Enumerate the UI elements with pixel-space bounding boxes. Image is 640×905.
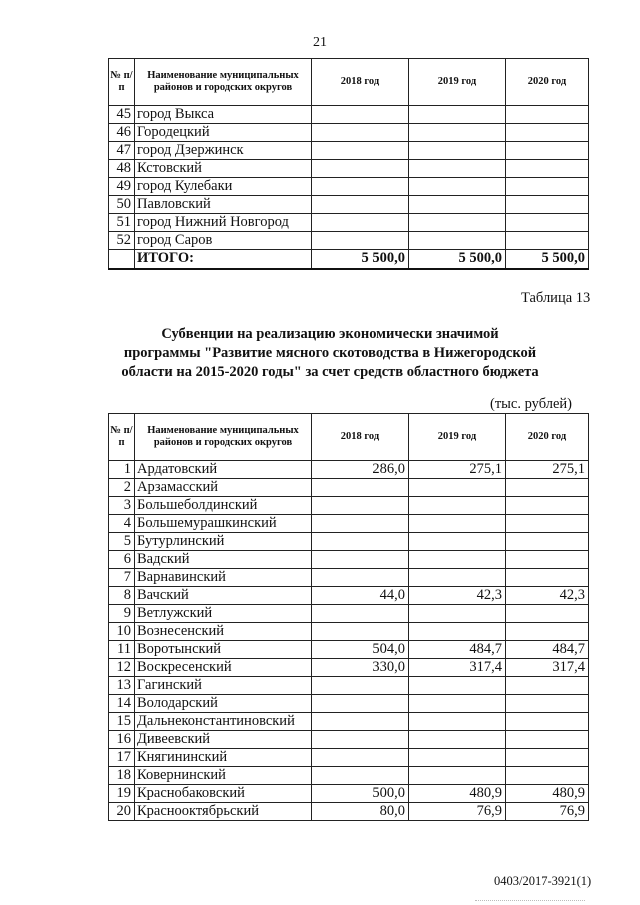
district-name: Вачский: [135, 587, 312, 605]
table-row: [109, 623, 589, 641]
value-2018: [312, 479, 409, 497]
row-number: 9: [109, 605, 135, 623]
value-2018: [312, 605, 409, 623]
value-2019: [409, 106, 506, 124]
district-name: Воскресенский: [135, 659, 312, 677]
header-name: Наименование муниципальных районов и городских округов: [135, 414, 312, 461]
value-2019: 275,1: [409, 461, 506, 479]
value-2020: [506, 605, 589, 623]
value-2020: [506, 713, 589, 731]
table-row: [109, 515, 589, 533]
district-name: Кстовский: [135, 160, 312, 178]
section-title: [100, 325, 560, 382]
row-number: 45: [109, 106, 135, 124]
value-2020: [506, 569, 589, 587]
value-2020: [506, 623, 589, 641]
value-2020: [506, 124, 589, 142]
value-2019: 42,3: [409, 587, 506, 605]
total-row: [109, 250, 589, 269]
table-row: [109, 160, 589, 178]
value-2020: [506, 551, 589, 569]
value-2020: [506, 533, 589, 551]
table-row: [109, 803, 589, 821]
district-name: Ардатовский: [135, 461, 312, 479]
row-number: 49: [109, 178, 135, 196]
value-2019: [409, 551, 506, 569]
value-2019: 76,9: [409, 803, 506, 821]
header-2020: 2020 год: [506, 414, 589, 461]
value-2020: [506, 497, 589, 515]
value-2019: [409, 497, 506, 515]
table-row: [109, 214, 589, 232]
table-row: [109, 551, 589, 569]
row-number: 5: [109, 533, 135, 551]
row-number: 18: [109, 767, 135, 785]
value-2019: [409, 214, 506, 232]
value-2018: 286,0: [312, 461, 409, 479]
district-name: город Нижний Новгород: [135, 214, 312, 232]
value-2018: 504,0: [312, 641, 409, 659]
value-2019: [409, 695, 506, 713]
value-2019: [409, 178, 506, 196]
value-2020: 42,3: [506, 587, 589, 605]
header-2020: 2020 год: [506, 59, 589, 106]
table2-body: [109, 461, 589, 821]
value-2020: [506, 677, 589, 695]
row-number: 13: [109, 677, 135, 695]
value-2018: [312, 232, 409, 250]
table-row: [109, 767, 589, 785]
value-2020: 484,7: [506, 641, 589, 659]
value-2018: [312, 695, 409, 713]
value-2019: [409, 515, 506, 533]
district-name: Варнавинский: [135, 569, 312, 587]
row-number: 4: [109, 515, 135, 533]
table-row: [109, 605, 589, 623]
table1-body: [109, 106, 589, 250]
value-2020: 480,9: [506, 785, 589, 803]
title-line-2: программы "Развитие мясного скотоводства в Нижегородской: [123, 345, 537, 361]
total-2019: 5 500,0: [409, 250, 506, 269]
table-row: [109, 569, 589, 587]
table-row: [109, 178, 589, 196]
table-row: [109, 587, 589, 605]
header-num: № п/п: [109, 59, 135, 106]
row-number: 48: [109, 160, 135, 178]
value-2020: [506, 196, 589, 214]
district-name: Большеболдинский: [135, 497, 312, 515]
value-2019: [409, 196, 506, 214]
header-2018: 2018 год: [312, 414, 409, 461]
district-name: Вознесенский: [135, 623, 312, 641]
row-number: 10: [109, 623, 135, 641]
value-2018: [312, 713, 409, 731]
table-row: [109, 479, 589, 497]
row-number: 8: [109, 587, 135, 605]
value-2019: [409, 142, 506, 160]
value-2020: [506, 214, 589, 232]
value-2018: [312, 160, 409, 178]
value-2019: 480,9: [409, 785, 506, 803]
row-number: 3: [109, 497, 135, 515]
table-row: [109, 232, 589, 250]
district-name: Краснобаковский: [135, 785, 312, 803]
district-name: Гагинский: [135, 677, 312, 695]
total-label: ИТОГО:: [135, 250, 312, 269]
value-2019: [409, 767, 506, 785]
row-number: 47: [109, 142, 135, 160]
value-2018: [312, 196, 409, 214]
value-2018: [312, 749, 409, 767]
row-number: 46: [109, 124, 135, 142]
value-2020: [506, 160, 589, 178]
table-row: [109, 497, 589, 515]
value-2020: [506, 178, 589, 196]
district-name: Арзамасский: [135, 479, 312, 497]
value-2020: [506, 106, 589, 124]
subsidy-table-13: [108, 413, 589, 821]
value-2019: [409, 677, 506, 695]
district-name: Павловский: [135, 196, 312, 214]
district-name: город Кулебаки: [135, 178, 312, 196]
district-name: Ветлужский: [135, 605, 312, 623]
district-name: Вадский: [135, 551, 312, 569]
table-row: [109, 659, 589, 677]
page-number: 21: [313, 35, 327, 50]
table-row: [109, 124, 589, 142]
row-number: 15: [109, 713, 135, 731]
row-number: 16: [109, 731, 135, 749]
value-2019: [409, 479, 506, 497]
header-2019: 2019 год: [409, 59, 506, 106]
value-2020: [506, 695, 589, 713]
value-2020: [506, 515, 589, 533]
district-name: Дивеевский: [135, 731, 312, 749]
value-2018: [312, 533, 409, 551]
value-2020: [506, 232, 589, 250]
header-2018: 2018 год: [312, 59, 409, 106]
value-2019: [409, 569, 506, 587]
header-2019: 2019 год: [409, 414, 506, 461]
table-row: [109, 695, 589, 713]
table-row: [109, 533, 589, 551]
row-number: 7: [109, 569, 135, 587]
value-2019: 317,4: [409, 659, 506, 677]
row-number: 2: [109, 479, 135, 497]
value-2019: [409, 605, 506, 623]
row-number: 20: [109, 803, 135, 821]
district-name: город Выкса: [135, 106, 312, 124]
district-name: Воротынский: [135, 641, 312, 659]
district-name: Княгининский: [135, 749, 312, 767]
row-number: 14: [109, 695, 135, 713]
row-number: 1: [109, 461, 135, 479]
district-name: Ковернинский: [135, 767, 312, 785]
value-2020: 76,9: [506, 803, 589, 821]
value-2018: [312, 497, 409, 515]
value-2020: 317,4: [506, 659, 589, 677]
total-num-cell: [109, 250, 135, 269]
row-number: 50: [109, 196, 135, 214]
table-row: [109, 749, 589, 767]
value-2019: 484,7: [409, 641, 506, 659]
title-line-3: области на 2015-2020 годы" за счет средств областного бюджета: [121, 364, 539, 380]
table-row: [109, 731, 589, 749]
value-2018: [312, 515, 409, 533]
total-2020: 5 500,0: [506, 250, 589, 269]
row-number: 12: [109, 659, 135, 677]
table-row: [109, 785, 589, 803]
value-2018: [312, 731, 409, 749]
bottom-rule: [475, 900, 585, 901]
value-2018: [312, 569, 409, 587]
row-number: 17: [109, 749, 135, 767]
table-row: [109, 713, 589, 731]
row-number: 11: [109, 641, 135, 659]
value-2019: [409, 124, 506, 142]
value-2019: [409, 533, 506, 551]
header-name: Наименование муниципальных районов и городских округов: [135, 59, 312, 106]
value-2018: [312, 124, 409, 142]
row-number: 6: [109, 551, 135, 569]
district-name: Дальнеконстантиновский: [135, 713, 312, 731]
value-2019: [409, 160, 506, 178]
value-2019: [409, 623, 506, 641]
value-2018: 80,0: [312, 803, 409, 821]
value-2019: [409, 713, 506, 731]
district-name: Большемурашкинский: [135, 515, 312, 533]
district-name: Краснооктябрьский: [135, 803, 312, 821]
value-2020: 275,1: [506, 461, 589, 479]
district-name: Володарский: [135, 695, 312, 713]
row-number: 51: [109, 214, 135, 232]
value-2018: [312, 767, 409, 785]
value-2020: [506, 479, 589, 497]
row-number: 52: [109, 232, 135, 250]
row-number: 19: [109, 785, 135, 803]
table-row: [109, 142, 589, 160]
value-2018: 330,0: [312, 659, 409, 677]
district-name: город Дзержинск: [135, 142, 312, 160]
value-2018: 44,0: [312, 587, 409, 605]
subsidy-table-continued: [108, 58, 589, 270]
table-caption: Таблица 13: [521, 290, 591, 306]
district-name: Городецкий: [135, 124, 312, 142]
value-2019: [409, 232, 506, 250]
table-row: [109, 641, 589, 659]
value-2020: [506, 142, 589, 160]
value-2020: [506, 749, 589, 767]
value-2018: [312, 142, 409, 160]
value-2018: [312, 178, 409, 196]
title-line-1: Субвенции на реализацию экономически значимой: [161, 326, 499, 342]
table-row: [109, 677, 589, 695]
header-num: № п/п: [109, 414, 135, 461]
value-2018: [312, 623, 409, 641]
district-name: Бутурлинский: [135, 533, 312, 551]
value-2019: [409, 731, 506, 749]
value-2018: 500,0: [312, 785, 409, 803]
value-2018: [312, 214, 409, 232]
value-2019: [409, 749, 506, 767]
value-2018: [312, 551, 409, 569]
table-row: [109, 196, 589, 214]
value-2020: [506, 767, 589, 785]
value-2018: [312, 106, 409, 124]
district-name: город Саров: [135, 232, 312, 250]
units-label: (тыс. рублей): [490, 396, 572, 412]
value-2018: [312, 677, 409, 695]
document-code: 0403/2017-3921(1): [494, 874, 592, 888]
total-2018: 5 500,0: [312, 250, 409, 269]
table-row: [109, 461, 589, 479]
table-row: [109, 106, 589, 124]
value-2020: [506, 731, 589, 749]
